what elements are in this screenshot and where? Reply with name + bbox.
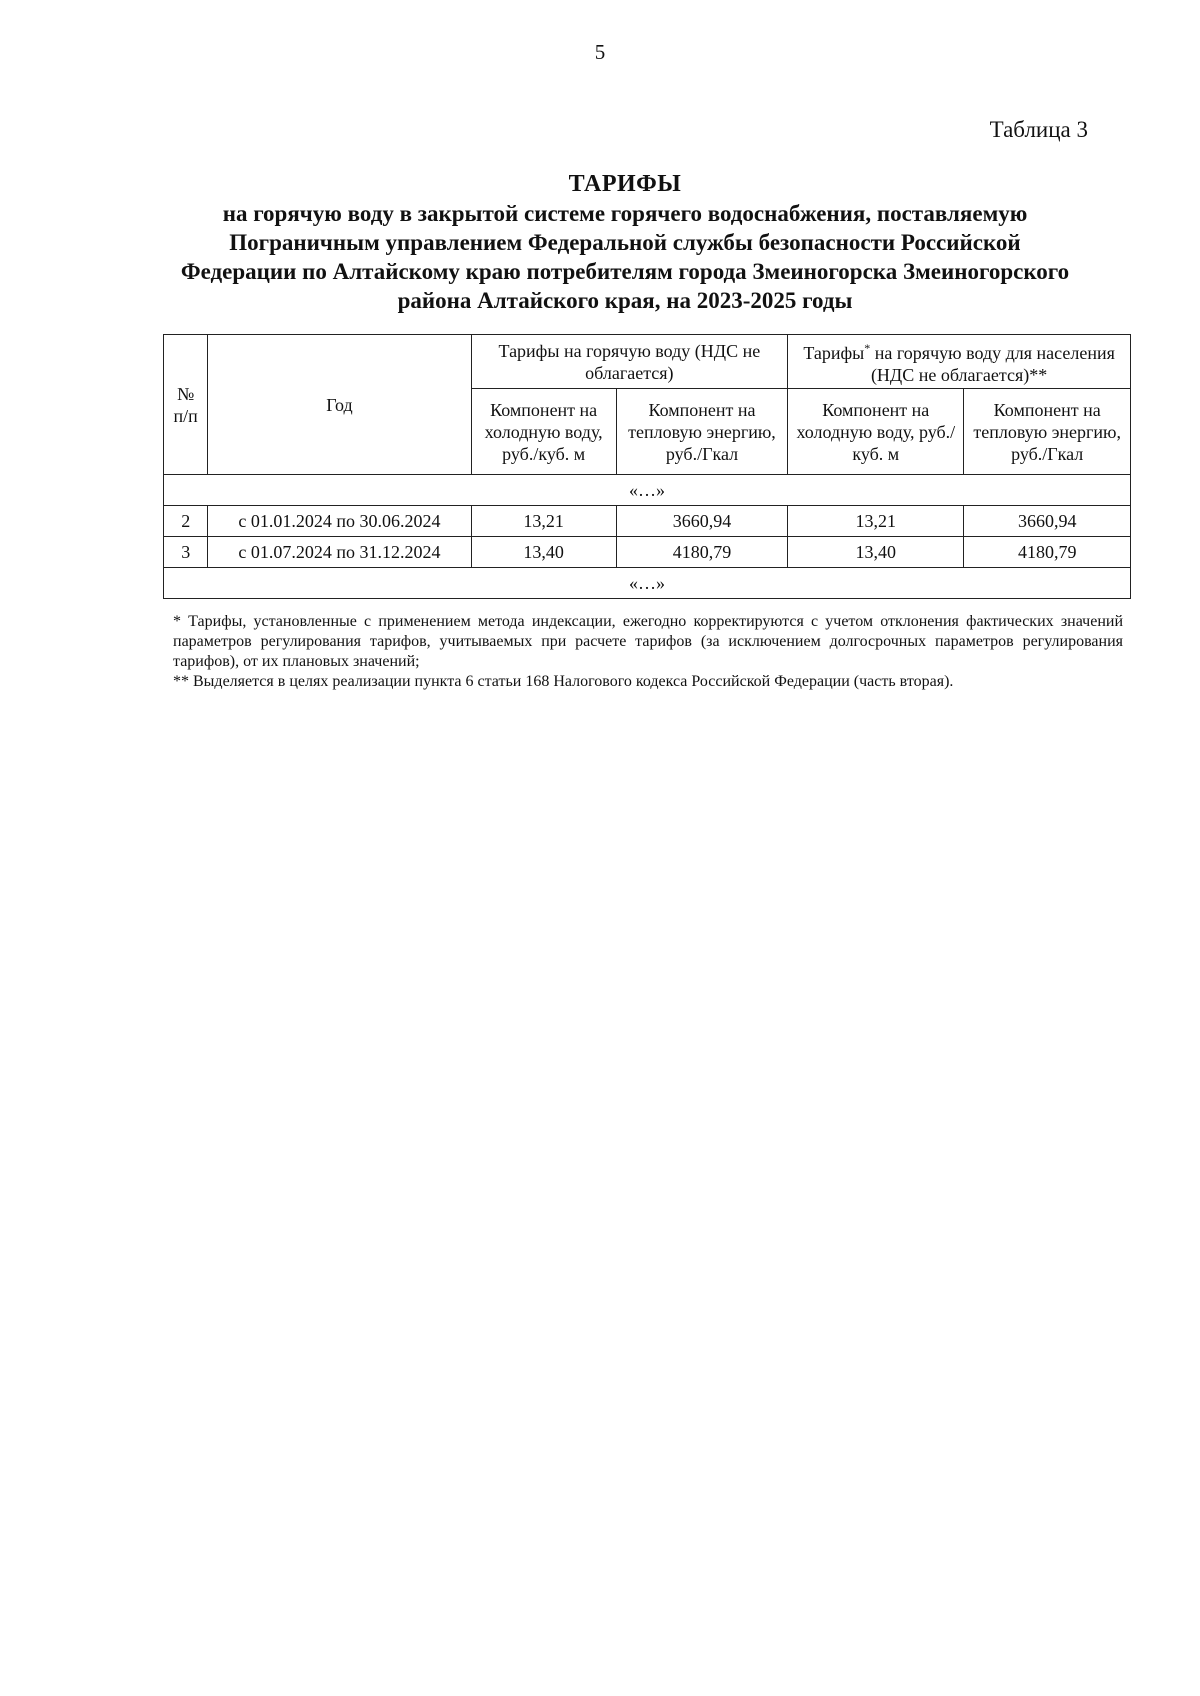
title-line-1: на горячую воду в закрытой системе горячего водоснабжения, поставляемую [222, 201, 1028, 226]
title-line-4: района Алтайского края, на 2023-2025 годы [397, 288, 853, 313]
row-cold-water: 13,21 [471, 506, 616, 537]
ellipsis-cell: «…» [164, 568, 1131, 599]
document-title [150, 170, 1100, 315]
row-cold-water-population: 13,40 [788, 537, 964, 568]
row-cold-water-population: 13,21 [788, 506, 964, 537]
row-heat-energy: 3660,94 [616, 506, 787, 537]
title-main: ТАРИФЫ [568, 171, 682, 197]
header-number: № п/п [164, 335, 208, 475]
row-heat-energy: 4180,79 [616, 537, 787, 568]
header-heat-energy-2: Компонент на тепловую энергию, руб./Гкал [964, 389, 1131, 475]
ellipsis-row-top [164, 475, 1131, 506]
tariffs-table [163, 334, 1131, 599]
title-line-3: Федерации по Алтайскому краю потребителям города Змеиногорска Змеиногорского [180, 259, 1070, 284]
title-line-2: Пограничным управлением Федеральной службы безопасности Российской [229, 230, 1021, 255]
footnote-2: ** Выделяется в целях реализации пункта 6 статьи 168 Налогового кодекса Российской Федерации (часть вторая). [173, 673, 954, 690]
header-group-tariffs: Тарифы на горячую воду (НДС не облагается) [471, 335, 788, 389]
table-header-row-1 [164, 335, 1131, 389]
table-row [164, 537, 1131, 568]
row-number: 3 [164, 537, 208, 568]
header-group-population-prefix: Тарифы [803, 343, 865, 363]
page-number: 5 [594, 40, 606, 64]
ellipsis-row-bottom [164, 568, 1131, 599]
header-heat-energy-1: Компонент на тепловую энергию, руб./Гкал [616, 389, 787, 475]
row-cold-water: 13,40 [471, 537, 616, 568]
footnote-1: * Тарифы, установленные с применением метода индексации, ежегодно корректируются с учетом отклонения фактических значений параметров регулирования тарифов, учитываемых при расчете тарифов (за исключением долгосрочных параметров регулирования тарифов), от их плановых значений; [173, 613, 1123, 670]
asterisk-mark: * [864, 341, 871, 355]
footnotes [173, 612, 1123, 692]
row-heat-energy-population: 3660,94 [964, 506, 1131, 537]
row-number: 2 [164, 506, 208, 537]
table-label: Таблица 3 [989, 117, 1088, 142]
ellipsis-cell: «…» [164, 475, 1131, 506]
table-row [164, 506, 1131, 537]
header-cold-water-2: Компонент на холодную воду, руб./куб. м [788, 389, 964, 475]
header-year: Год [208, 335, 471, 475]
header-group-population [788, 335, 1131, 389]
row-heat-energy-population: 4180,79 [964, 537, 1131, 568]
header-cold-water-1: Компонент на холодную воду, руб./куб. м [471, 389, 616, 475]
row-period: с 01.07.2024 по 31.12.2024 [208, 537, 471, 568]
header-group-population-rest: на горячую воду для населения (НДС не облагается)** [870, 343, 1115, 385]
row-period: с 01.01.2024 по 30.06.2024 [208, 506, 471, 537]
